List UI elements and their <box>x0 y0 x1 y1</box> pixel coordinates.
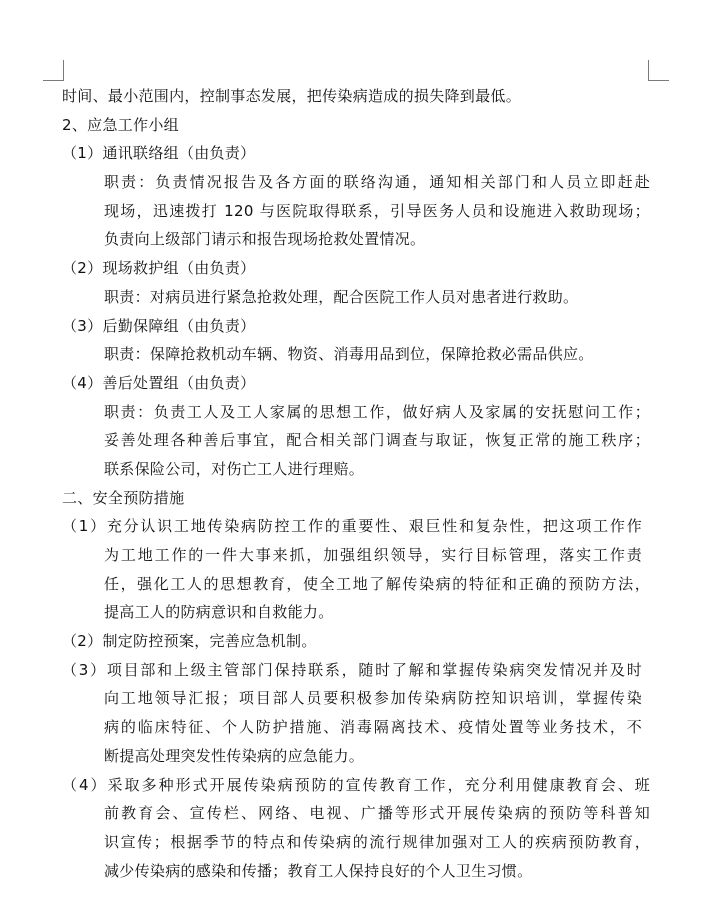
body-line: 识宣传；根据季节的特点和传染病的流行规律加强对工人的疾病预防教育， <box>104 833 650 851</box>
body-line: 现场，迅速拨打 120 与医院取得联系，引导医务人员和设施进入救助现场； <box>104 202 650 220</box>
body-line: 妥善处理各种善后事宜，配合相关部门调查与取证，恢复正常的施工秩序； <box>104 431 650 449</box>
body-line: （3）项目部和上级主管部门保持联系，随时了解和掌握传染病突发情况并及时 <box>62 661 642 679</box>
body-line: 断提高处理突发性传染病的应急能力。 <box>104 747 365 765</box>
body-line: 任，强化工人的思想教育，使全工地了解传染病的特征和正确的预防方法， <box>104 575 650 593</box>
item-heading: （1）通讯联络组（由负责） <box>62 144 256 162</box>
corner-mark-top-left <box>43 60 64 81</box>
body-line: 联系保险公司，对伤亡工人进行理赔。 <box>104 460 365 478</box>
body-line: 前教育会、宣传栏、网络、电视、广播等形式开展传染病的预防等科普知 <box>104 804 650 822</box>
item-heading: （2）制定防控预案，完善应急机制。 <box>62 632 317 650</box>
item-heading: （2）现场救护组（由负责） <box>62 259 256 277</box>
section-heading: 二、安全预防措施 <box>62 489 185 507</box>
body-line: （1）充分认识工地传染病防控工作的重要性、艰巨性和复杂性，把这项工作作 <box>62 517 642 535</box>
body-line: （4）采取多种形式开展传染病预防的宣传教育工作，充分利用健康教育会、班 <box>62 776 650 794</box>
body-line: 向工地领导汇报；项目部人员要积极参加传染病防控知识培训，掌握传染 <box>104 689 642 707</box>
body-line: 时间、最小范围内，控制事态发展，把传染病造成的损失降到最低。 <box>62 87 522 105</box>
body-line: 为工地工作的一件大事来抓，加强组织领导，实行目标管理，落实工作责 <box>104 546 642 564</box>
body-line: 职责：负责工人及工人家属的思想工作，做好病人及家属的安抚慰问工作； <box>104 403 650 421</box>
item-heading: （3）后勤保障组（由负责） <box>62 317 256 335</box>
body-line: 提高工人的防病意识和自救能力。 <box>104 603 334 621</box>
body-line: 病的临床特征、个人防护措施、消毒隔离技术、疫情处置等业务技术，不 <box>104 718 642 736</box>
body-line: 职责：对病员进行紧急抢救处理，配合医院工作人员对患者进行救助。 <box>104 288 579 306</box>
body-line: 减少传染病的感染和传播；教育工人保持良好的个人卫生习惯。 <box>104 862 533 880</box>
section-heading: 2、应急工作小组 <box>62 116 179 134</box>
body-line: 负责向上级部门请示和报告现场抢救处置情况。 <box>104 230 426 248</box>
body-line: 职责：负责情况报告及各方面的联络沟通，通知相关部门和人员立即赶赴 <box>104 173 650 191</box>
body-line: 职责：保障抢救机动车辆、物资、消毒用品到位，保障抢救必需品供应。 <box>104 345 594 363</box>
item-heading: （4）善后处置组（由负责） <box>62 374 256 392</box>
corner-mark-top-right <box>648 60 669 81</box>
